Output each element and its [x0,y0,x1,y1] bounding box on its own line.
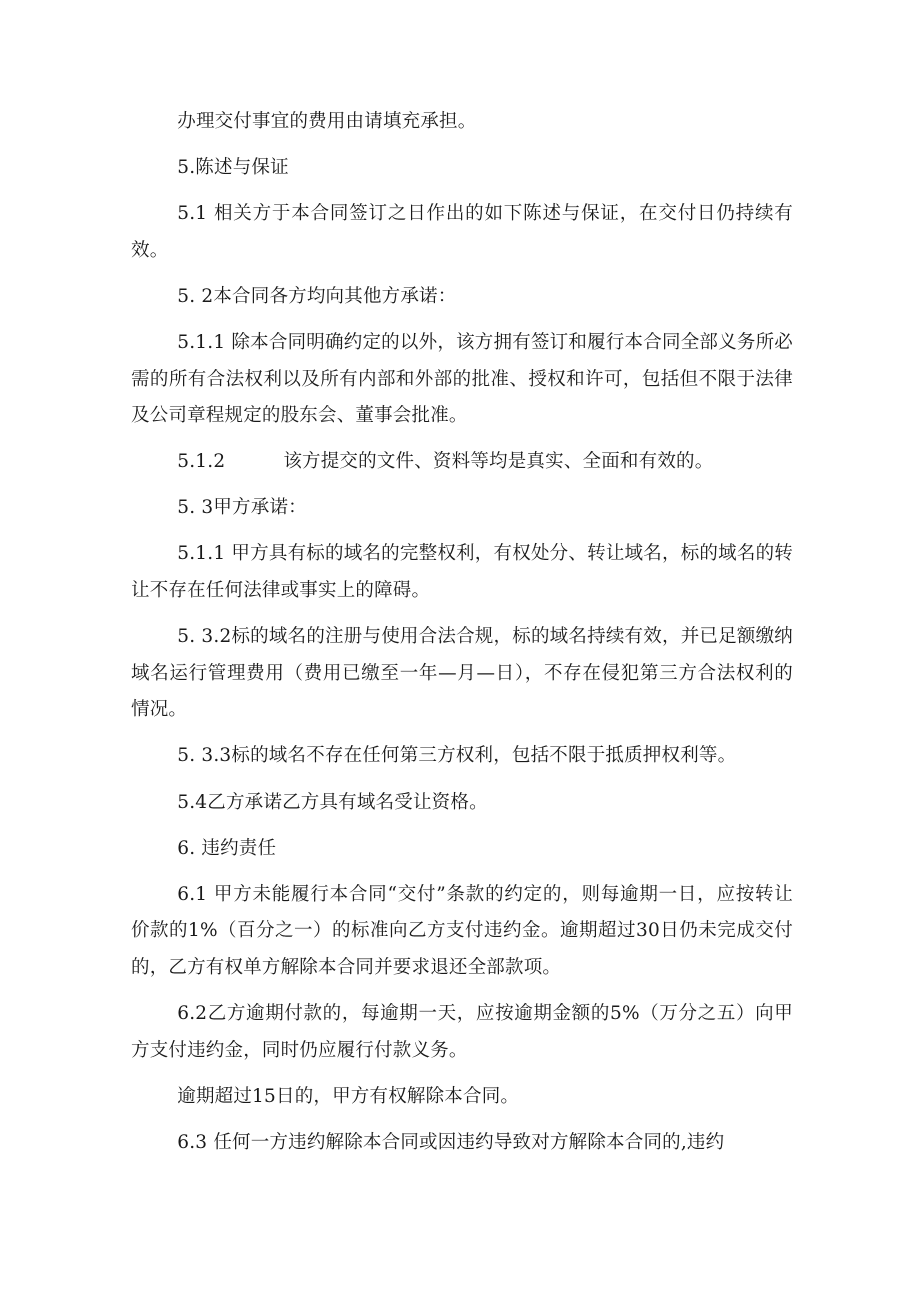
section-heading-5: 5.陈述与保证 [177,157,289,179]
clause-5-2: 5. 2本合同各方均向其他方承诺： [177,285,457,307]
clause-5-3-3: 5. 3.3标的域名不存在任何第三方权利，包括不限于抵质押权利等。 [177,745,737,767]
paragraph-delivery-cost: 办理交付事宜的费用由请填充承担。 [177,111,477,132]
clause-5-3: 5. 3甲方承诺： [177,497,307,519]
clause-5-1-2 [131,444,793,481]
clause-5-1-1-domain-rights: 5.1.1 甲方具有标的域名的完整权利，有权处分、转让域名，标的域名的转让不存在任何法律或事实上的障碍。 [131,543,793,602]
contract-body [131,104,793,1171]
clause-number: 5.1.2 [177,451,226,473]
clause-6-2: 6.2乙方逾期付款的，每逾期一天，应按逾期金额的5%（万分之五）向甲方支付违约金，同时仍应履行付款义务。 [131,1002,793,1061]
clause-5-4: 5.4乙方承诺乙方具有域名受让资格。 [177,791,488,813]
clause-5-1-1-authority: 5.1.1 除本合同明确约定的以外，该方拥有签订和履行本合同全部义务所必需的所有合法权利以及所有内部和外部的批准、授权和许可，包括但不限于法律及公司章程规定的股东会、董事会批准。 [131,331,793,427]
clause-6-1: 6.1 甲方未能履行本合同“交付”条款的约定的，则每逾期一日，应按转让价款的1%（百分之一）的标准向乙方支付违约金。逾期超过30日仍未完成交付的，乙方有权单方解除本合同并要求退还全部款项。 [131,883,793,978]
section-heading-6: 6. 违约责任 [177,837,277,859]
clause-5-1: 5.1 相关方于本合同签订之日作出的如下陈述与保证，在交付日仍持续有效。 [131,203,793,261]
clause-6-2-termination: 逾期超过15日的，甲方有权解除本合同。 [177,1085,520,1107]
clause-text: 该方提交的文件、资料等均是真实、全面和有效的。 [283,451,714,473]
clause-6-3: 6.3 任何一方违约解除本合同或因违约导致对方解除本合同的,违约 [177,1131,725,1153]
clause-5-3-2: 5. 3.2标的域名的注册与使用合法合规，标的域名持续有效，并已足额缴纳域名运行管理费用（费用已缴至一年—月—日），不存在侵犯第三方合法权利的情况。 [131,626,793,721]
